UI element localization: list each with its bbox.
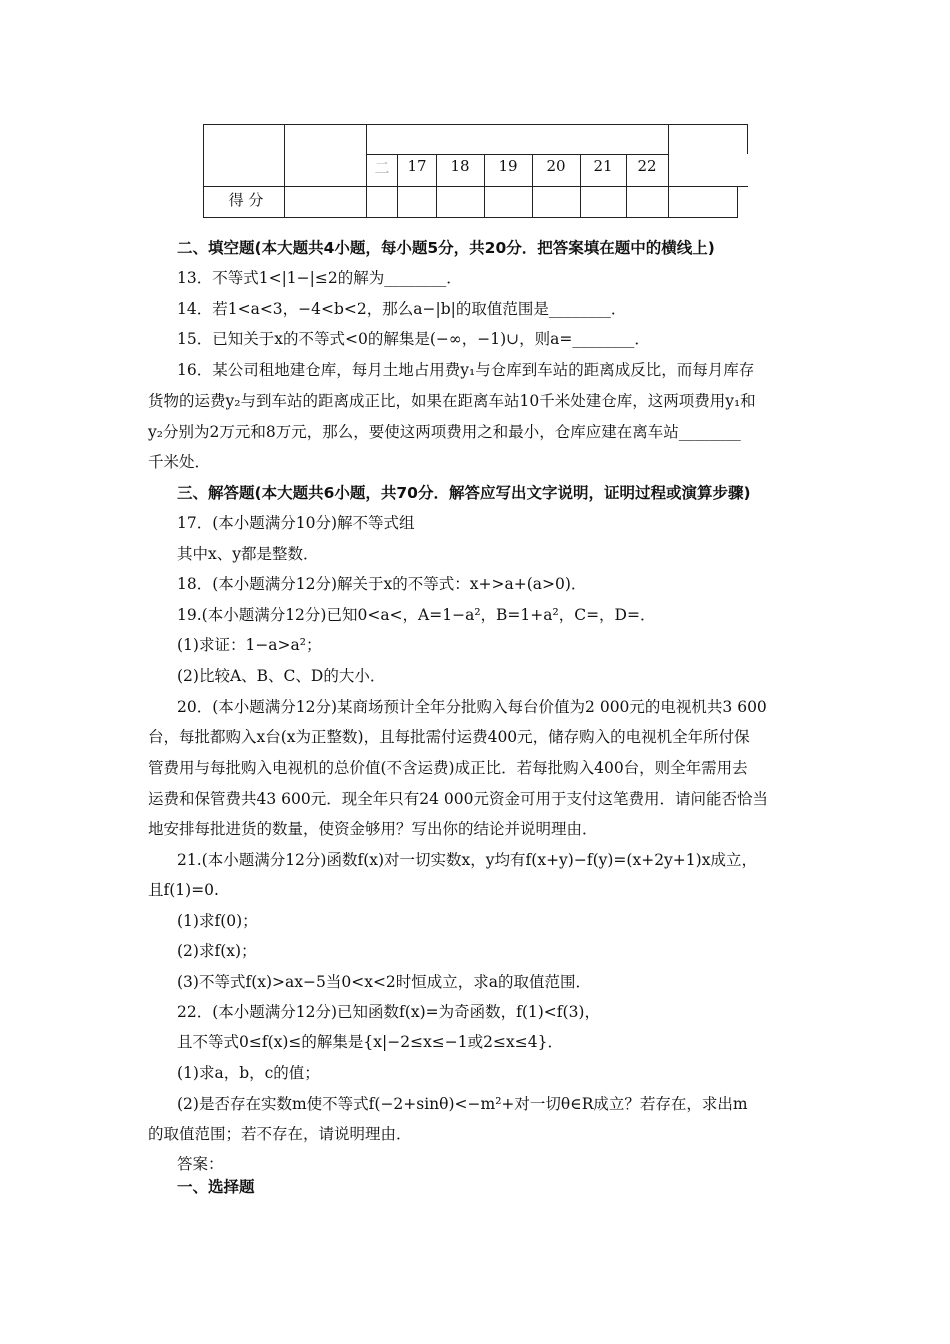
table-col-1 <box>284 124 285 218</box>
section-answer-heading: 三、解答题(本大题共6小题，共70分．解答应写出文字说明，证明过程或演算步骤) <box>177 484 751 502</box>
question-20-line-5: 地安排每批进货的数量，使资金够用？写出你的结论并说明理由． <box>148 820 598 838</box>
table-header-22: 22 <box>637 157 657 175</box>
table-header-17: 17 <box>407 157 427 175</box>
table-line-header-mid <box>366 154 668 155</box>
question-13: 13．不等式1<|1−|≤2的解为________． <box>177 269 462 287</box>
table-border-left <box>203 124 204 218</box>
question-22: 22．(本小题满分12分)已知函数f(x)=为奇函数，f(1)<f(3)， <box>177 1003 600 1021</box>
table-header-19: 19 <box>498 157 518 175</box>
question-15: 15．已知关于x的不等式<0的解集是(−∞，−1)∪，则a=________． <box>177 330 650 348</box>
question-17: 17．(本小题满分10分)解不等式组 <box>177 514 415 532</box>
question-19: 19.(本小题满分12分)已知0<a<，A=1−a²，B=1+a²，C=，D=． <box>177 606 656 624</box>
question-21-part-1: (1)求f(0)； <box>177 912 258 930</box>
question-16-line-4: 千米处． <box>148 453 211 471</box>
question-22-part-2-cont: 的取值范围；若不存在，请说明理由． <box>148 1125 412 1143</box>
table-col-9 <box>668 124 669 218</box>
table-col-7 <box>580 154 581 218</box>
answers-label: 答案： <box>177 1155 224 1173</box>
question-19-part-1: (1)求证：1−a>a²； <box>177 636 322 654</box>
question-22-part-2: (2)是否存在实数m使不等式f(−2+sinθ)<−m²+对一切θ∈R成立？若存在，求出m <box>177 1095 748 1113</box>
question-19-part-2: (2)比较A、B、C、D的大小． <box>177 667 386 685</box>
question-20-line-4: 运费和保管费共43 600元．现全年只有24 000元资金可用于支付这笔费用．请问能否恰当 <box>148 790 768 808</box>
section-fill-blank-heading: 二、填空题(本大题共4小题，每小题5分，共20分．把答案填在题中的横线上) <box>177 239 715 257</box>
question-20-line-2: 台，每批都购入x台(x为正整数)，且每批需付运费400元，储存购入的电视机全年所付保 <box>148 728 750 746</box>
table-header-20: 20 <box>546 157 566 175</box>
table-header-18: 18 <box>450 157 470 175</box>
question-22-part-1: (1)求a，b，c的值； <box>177 1064 320 1082</box>
table-row-label: 得 分 <box>228 191 264 209</box>
question-20-line-3: 管费用与每批购入电视机的总价值(不含运费)成正比．若每批购入400台，则全年需用去 <box>148 759 748 777</box>
question-21-part-3: (3)不等式f(x)>ax−5当0<x<2时恒成立，求a的取值范围． <box>177 973 592 991</box>
table-col-5 <box>484 154 485 218</box>
question-21: 21.(本小题满分12分)函数f(x)对一切实数x，y均有f(x+y)−f(y)=(x+2y+1)x成立， <box>177 851 757 869</box>
question-14: 14．若1<a<3，−4<b<2，那么a−|b|的取值范围是________． <box>177 300 627 318</box>
question-16-line-1: 16．某公司租地建仓库，每月土地占用费y₁与仓库到车站的距离成反比，而每月库存 <box>177 361 755 379</box>
question-22-cont: 且不等式0≤f(x)≤的解集是{x|−2≤x≤−1或2≤x≤4}． <box>177 1033 563 1051</box>
section-choice-heading: 一、选择题 <box>177 1178 255 1196</box>
question-21-cont: 且f(1)=0. <box>148 881 219 899</box>
table-header-21: 21 <box>593 157 613 175</box>
question-16-line-3: y₂分别为2万元和8万元，那么，要使这两项费用之和最小，仓库应建在离车站________ <box>148 423 741 441</box>
question-17-note: 其中x、y都是整数． <box>177 545 319 563</box>
table-header-2: 二 <box>374 159 390 177</box>
question-20-line-1: 20．(本小题满分12分)某商场预计全年分批购入每台价值为2 000元的电视机共3 600 <box>177 698 767 716</box>
question-21-part-2: (2)求f(x)； <box>177 942 257 960</box>
question-18: 18．(本小题满分12分)解关于x的不等式：x+>a+(a>0)． <box>177 575 587 593</box>
question-16-line-2: 货物的运费y₂与到车站的距离成正比，如果在距离车站10千米处建仓库，这两项费用y₁和 <box>148 392 756 410</box>
table-border-right-upper <box>747 124 748 154</box>
table-border-right-lower <box>737 186 738 218</box>
table-col-6 <box>532 154 533 218</box>
